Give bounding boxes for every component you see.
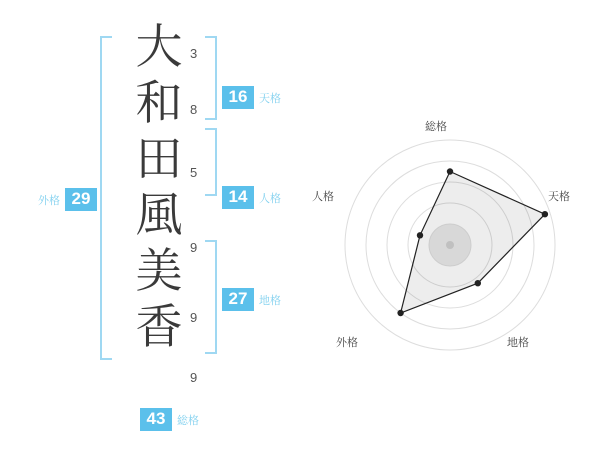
stroke-count: 9	[190, 240, 198, 255]
chip-tenkaku	[222, 86, 281, 109]
stroke-count: 9	[190, 310, 198, 325]
kanji-char: 美	[135, 244, 183, 299]
radar-axis-label-gaikaku: 外格	[336, 337, 358, 349]
tenkaku-value: 16	[222, 86, 254, 109]
radar-data-point	[447, 168, 453, 174]
radar-series-polygon	[401, 172, 545, 314]
name-panel	[0, 0, 300, 470]
radar-axis-label-chikaku: 地格	[507, 337, 529, 349]
radar-axis-label-jinkaku: 人格	[312, 191, 334, 203]
radar-data-point	[542, 211, 548, 217]
chip-chikaku	[222, 288, 281, 311]
radar-data-point	[475, 280, 481, 286]
radar-axis-label-tenkaku: 天格	[548, 191, 570, 203]
stroke-count: 8	[190, 102, 198, 117]
kanji-char: 和	[135, 76, 183, 131]
stroke-count: 5	[190, 165, 198, 180]
radar-axis-label-soukaku: 総格	[425, 121, 447, 133]
stroke-count: 3	[190, 46, 198, 61]
kanji-column	[128, 20, 190, 356]
bracket-chikaku	[205, 240, 217, 354]
bracket-jinkaku	[205, 128, 217, 196]
kanji-char: 風	[135, 188, 183, 243]
soukaku-value: 43	[140, 408, 172, 431]
gaikaku-value: 29	[65, 188, 97, 211]
jinkaku-label: 人格	[259, 192, 281, 205]
tenkaku-label: 天格	[259, 92, 281, 105]
chip-soukaku	[140, 408, 199, 431]
radar-data-point	[397, 310, 403, 316]
soukaku-label: 総格	[177, 414, 199, 427]
gaikaku-label: 外格	[38, 194, 60, 207]
kanji-char: 香	[135, 300, 183, 355]
bracket-gaikaku	[100, 36, 112, 360]
bracket-tenkaku	[205, 36, 217, 120]
chikaku-label: 地格	[259, 294, 281, 307]
kanji-char: 大	[135, 20, 183, 75]
radar-chart-panel	[300, 0, 600, 470]
stroke-count: 9	[190, 370, 198, 385]
jinkaku-value: 14	[222, 186, 254, 209]
chip-jinkaku	[222, 186, 281, 209]
radar-data-point	[417, 232, 423, 238]
kanji-char: 田	[135, 132, 183, 187]
radar-chart	[300, 0, 600, 470]
chip-gaikaku	[38, 188, 97, 211]
chikaku-value: 27	[222, 288, 254, 311]
